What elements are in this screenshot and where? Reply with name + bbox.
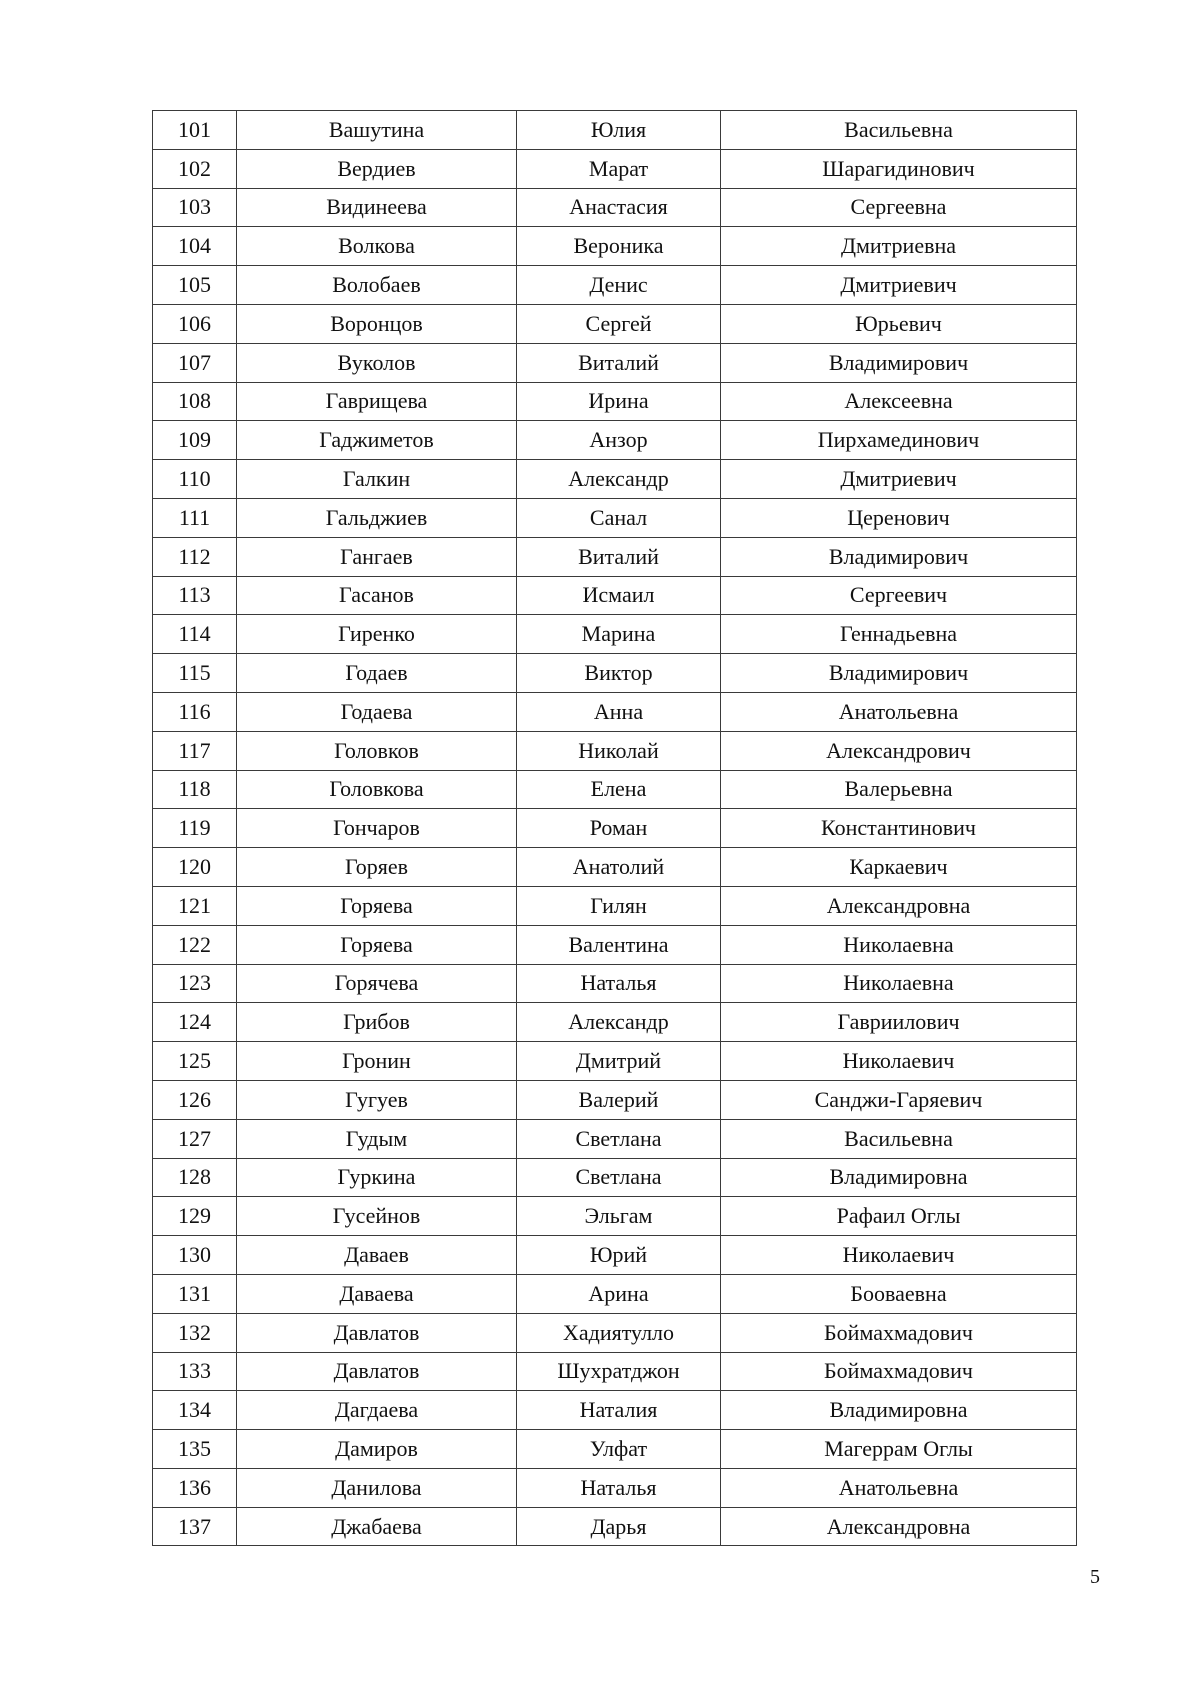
row-number-cell: 107: [153, 343, 237, 382]
first-name-cell: Виталий: [517, 343, 721, 382]
last-name-cell: Волкова: [237, 227, 517, 266]
row-number-cell: 128: [153, 1158, 237, 1197]
row-number-cell: 115: [153, 654, 237, 693]
last-name-cell: Гусейнов: [237, 1197, 517, 1236]
first-name-cell: Анатолий: [517, 848, 721, 887]
table-row: [153, 343, 1077, 382]
row-number-cell: 121: [153, 886, 237, 925]
patronymic-cell: Гавриилович: [721, 1003, 1077, 1042]
table-row: [153, 654, 1077, 693]
patronymic-cell: Рафаил Оглы: [721, 1197, 1077, 1236]
row-number-cell: 101: [153, 111, 237, 150]
table-row: [153, 498, 1077, 537]
last-name-cell: Галкин: [237, 460, 517, 499]
patronymic-cell: Васильевна: [721, 111, 1077, 150]
row-number-cell: 113: [153, 576, 237, 615]
patronymic-cell: Анатольевна: [721, 692, 1077, 731]
last-name-cell: Джабаева: [237, 1507, 517, 1546]
row-number-cell: 135: [153, 1430, 237, 1469]
row-number-cell: 102: [153, 149, 237, 188]
row-number-cell: 117: [153, 731, 237, 770]
last-name-cell: Годаева: [237, 692, 517, 731]
row-number-cell: 110: [153, 460, 237, 499]
last-name-cell: Гуркина: [237, 1158, 517, 1197]
first-name-cell: Валентина: [517, 925, 721, 964]
patronymic-cell: Боймахмадович: [721, 1352, 1077, 1391]
last-name-cell: Горяева: [237, 886, 517, 925]
patronymic-cell: Владимирович: [721, 537, 1077, 576]
row-number-cell: 137: [153, 1507, 237, 1546]
patronymic-cell: Алексеевна: [721, 382, 1077, 421]
table-row: [153, 615, 1077, 654]
last-name-cell: Гаврищева: [237, 382, 517, 421]
first-name-cell: Исмаил: [517, 576, 721, 615]
table-row: [153, 1042, 1077, 1081]
patronymic-cell: Сергеевич: [721, 576, 1077, 615]
row-number-cell: 114: [153, 615, 237, 654]
last-name-cell: Гаджиметов: [237, 421, 517, 460]
table-row: [153, 188, 1077, 227]
first-name-cell: Арина: [517, 1274, 721, 1313]
table-row: [153, 382, 1077, 421]
page-number: 5: [1090, 1566, 1100, 1588]
table-row: [153, 1003, 1077, 1042]
first-name-cell: Наталья: [517, 964, 721, 1003]
first-name-cell: Роман: [517, 809, 721, 848]
first-name-cell: Юрий: [517, 1236, 721, 1275]
first-name-cell: Сергей: [517, 304, 721, 343]
patronymic-cell: Дмитриевна: [721, 227, 1077, 266]
row-number-cell: 132: [153, 1313, 237, 1352]
table-row: [153, 1391, 1077, 1430]
table-row: [153, 1236, 1077, 1275]
patronymic-cell: Санджи-Гаряевич: [721, 1080, 1077, 1119]
last-name-cell: Даваев: [237, 1236, 517, 1275]
first-name-cell: Шухратджон: [517, 1352, 721, 1391]
table-row: [153, 460, 1077, 499]
table-row: [153, 1119, 1077, 1158]
patronymic-cell: Анатольевна: [721, 1468, 1077, 1507]
last-name-cell: Вашутина: [237, 111, 517, 150]
patronymic-cell: Магеррам Оглы: [721, 1430, 1077, 1469]
first-name-cell: Светлана: [517, 1119, 721, 1158]
last-name-cell: Вердиев: [237, 149, 517, 188]
row-number-cell: 116: [153, 692, 237, 731]
row-number-cell: 130: [153, 1236, 237, 1275]
table-row: [153, 1352, 1077, 1391]
row-number-cell: 106: [153, 304, 237, 343]
table-row: [153, 1274, 1077, 1313]
first-name-cell: Наталия: [517, 1391, 721, 1430]
patronymic-cell: Шарагидинович: [721, 149, 1077, 188]
patronymic-cell: Геннадьевна: [721, 615, 1077, 654]
last-name-cell: Волобаев: [237, 266, 517, 305]
row-number-cell: 124: [153, 1003, 237, 1042]
first-name-cell: Анна: [517, 692, 721, 731]
table-row: [153, 770, 1077, 809]
patronymic-cell: Бооваевна: [721, 1274, 1077, 1313]
last-name-cell: Горяев: [237, 848, 517, 887]
first-name-cell: Светлана: [517, 1158, 721, 1197]
last-name-cell: Гронин: [237, 1042, 517, 1081]
table-row: [153, 848, 1077, 887]
table-row: [153, 809, 1077, 848]
patronymic-cell: Николаевич: [721, 1236, 1077, 1275]
table-row: [153, 421, 1077, 460]
last-name-cell: Годаев: [237, 654, 517, 693]
last-name-cell: Горячева: [237, 964, 517, 1003]
patronymic-cell: Владимирович: [721, 654, 1077, 693]
table-row: [153, 1197, 1077, 1236]
first-name-cell: Эльгам: [517, 1197, 721, 1236]
last-name-cell: Гангаев: [237, 537, 517, 576]
table-row: [153, 731, 1077, 770]
first-name-cell: Виктор: [517, 654, 721, 693]
row-number-cell: 108: [153, 382, 237, 421]
table-row: [153, 964, 1077, 1003]
last-name-cell: Гальджиев: [237, 498, 517, 537]
table-row: [153, 149, 1077, 188]
first-name-cell: Вероника: [517, 227, 721, 266]
row-number-cell: 123: [153, 964, 237, 1003]
patronymic-cell: Церенович: [721, 498, 1077, 537]
table-row: [153, 1430, 1077, 1469]
last-name-cell: Воронцов: [237, 304, 517, 343]
first-name-cell: Гилян: [517, 886, 721, 925]
last-name-cell: Даваева: [237, 1274, 517, 1313]
first-name-cell: Виталий: [517, 537, 721, 576]
first-name-cell: Марат: [517, 149, 721, 188]
first-name-cell: Александр: [517, 460, 721, 499]
last-name-cell: Гасанов: [237, 576, 517, 615]
patronymic-cell: Владимировна: [721, 1391, 1077, 1430]
table-row: [153, 576, 1077, 615]
row-number-cell: 125: [153, 1042, 237, 1081]
first-name-cell: Дарья: [517, 1507, 721, 1546]
patronymic-cell: Владимировна: [721, 1158, 1077, 1197]
last-name-cell: Давлатов: [237, 1352, 517, 1391]
last-name-cell: Грибов: [237, 1003, 517, 1042]
first-name-cell: Ирина: [517, 382, 721, 421]
last-name-cell: Видинеева: [237, 188, 517, 227]
table-row: [153, 1468, 1077, 1507]
first-name-cell: Санал: [517, 498, 721, 537]
row-number-cell: 105: [153, 266, 237, 305]
patronymic-cell: Каркаевич: [721, 848, 1077, 887]
patronymic-cell: Дмитриевич: [721, 460, 1077, 499]
first-name-cell: Улфат: [517, 1430, 721, 1469]
table-row: [153, 925, 1077, 964]
row-number-cell: 118: [153, 770, 237, 809]
last-name-cell: Давлатов: [237, 1313, 517, 1352]
table-row: [153, 1080, 1077, 1119]
last-name-cell: Дамиров: [237, 1430, 517, 1469]
patronymic-cell: Владимирович: [721, 343, 1077, 382]
row-number-cell: 136: [153, 1468, 237, 1507]
last-name-cell: Дагдаева: [237, 1391, 517, 1430]
first-name-cell: Анастасия: [517, 188, 721, 227]
first-name-cell: Александр: [517, 1003, 721, 1042]
row-number-cell: 104: [153, 227, 237, 266]
patronymic-cell: Пирхамединович: [721, 421, 1077, 460]
table-row: [153, 1158, 1077, 1197]
first-name-cell: Хадиятулло: [517, 1313, 721, 1352]
roster-table: [152, 110, 1077, 1546]
row-number-cell: 134: [153, 1391, 237, 1430]
row-number-cell: 133: [153, 1352, 237, 1391]
table-row: [153, 886, 1077, 925]
patronymic-cell: Александровна: [721, 886, 1077, 925]
row-number-cell: 131: [153, 1274, 237, 1313]
last-name-cell: Головков: [237, 731, 517, 770]
patronymic-cell: Константинович: [721, 809, 1077, 848]
last-name-cell: Гудым: [237, 1119, 517, 1158]
patronymic-cell: Александрович: [721, 731, 1077, 770]
row-number-cell: 122: [153, 925, 237, 964]
row-number-cell: 126: [153, 1080, 237, 1119]
patronymic-cell: Дмитриевич: [721, 266, 1077, 305]
last-name-cell: Данилова: [237, 1468, 517, 1507]
first-name-cell: Марина: [517, 615, 721, 654]
row-number-cell: 127: [153, 1119, 237, 1158]
table-row: [153, 1313, 1077, 1352]
row-number-cell: 111: [153, 498, 237, 537]
last-name-cell: Головкова: [237, 770, 517, 809]
row-number-cell: 119: [153, 809, 237, 848]
row-number-cell: 129: [153, 1197, 237, 1236]
patronymic-cell: Николаевна: [721, 925, 1077, 964]
patronymic-cell: Николаевна: [721, 964, 1077, 1003]
row-number-cell: 109: [153, 421, 237, 460]
row-number-cell: 120: [153, 848, 237, 887]
first-name-cell: Денис: [517, 266, 721, 305]
patronymic-cell: Васильевна: [721, 1119, 1077, 1158]
patronymic-cell: Юрьевич: [721, 304, 1077, 343]
first-name-cell: Николай: [517, 731, 721, 770]
row-number-cell: 103: [153, 188, 237, 227]
first-name-cell: Анзор: [517, 421, 721, 460]
patronymic-cell: Валерьевна: [721, 770, 1077, 809]
first-name-cell: Елена: [517, 770, 721, 809]
patronymic-cell: Николаевич: [721, 1042, 1077, 1081]
table-row: [153, 266, 1077, 305]
first-name-cell: Валерий: [517, 1080, 721, 1119]
table-row: [153, 111, 1077, 150]
first-name-cell: Наталья: [517, 1468, 721, 1507]
roster-table-body: [153, 111, 1077, 1546]
table-row: [153, 304, 1077, 343]
row-number-cell: 112: [153, 537, 237, 576]
first-name-cell: Дмитрий: [517, 1042, 721, 1081]
last-name-cell: Гугуев: [237, 1080, 517, 1119]
patronymic-cell: Александровна: [721, 1507, 1077, 1546]
first-name-cell: Юлия: [517, 111, 721, 150]
table-row: [153, 692, 1077, 731]
table-row: [153, 1507, 1077, 1546]
last-name-cell: Горяева: [237, 925, 517, 964]
last-name-cell: Гончаров: [237, 809, 517, 848]
last-name-cell: Вуколов: [237, 343, 517, 382]
patronymic-cell: Сергеевна: [721, 188, 1077, 227]
table-row: [153, 537, 1077, 576]
patronymic-cell: Боймахмадович: [721, 1313, 1077, 1352]
table-row: [153, 227, 1077, 266]
last-name-cell: Гиренко: [237, 615, 517, 654]
